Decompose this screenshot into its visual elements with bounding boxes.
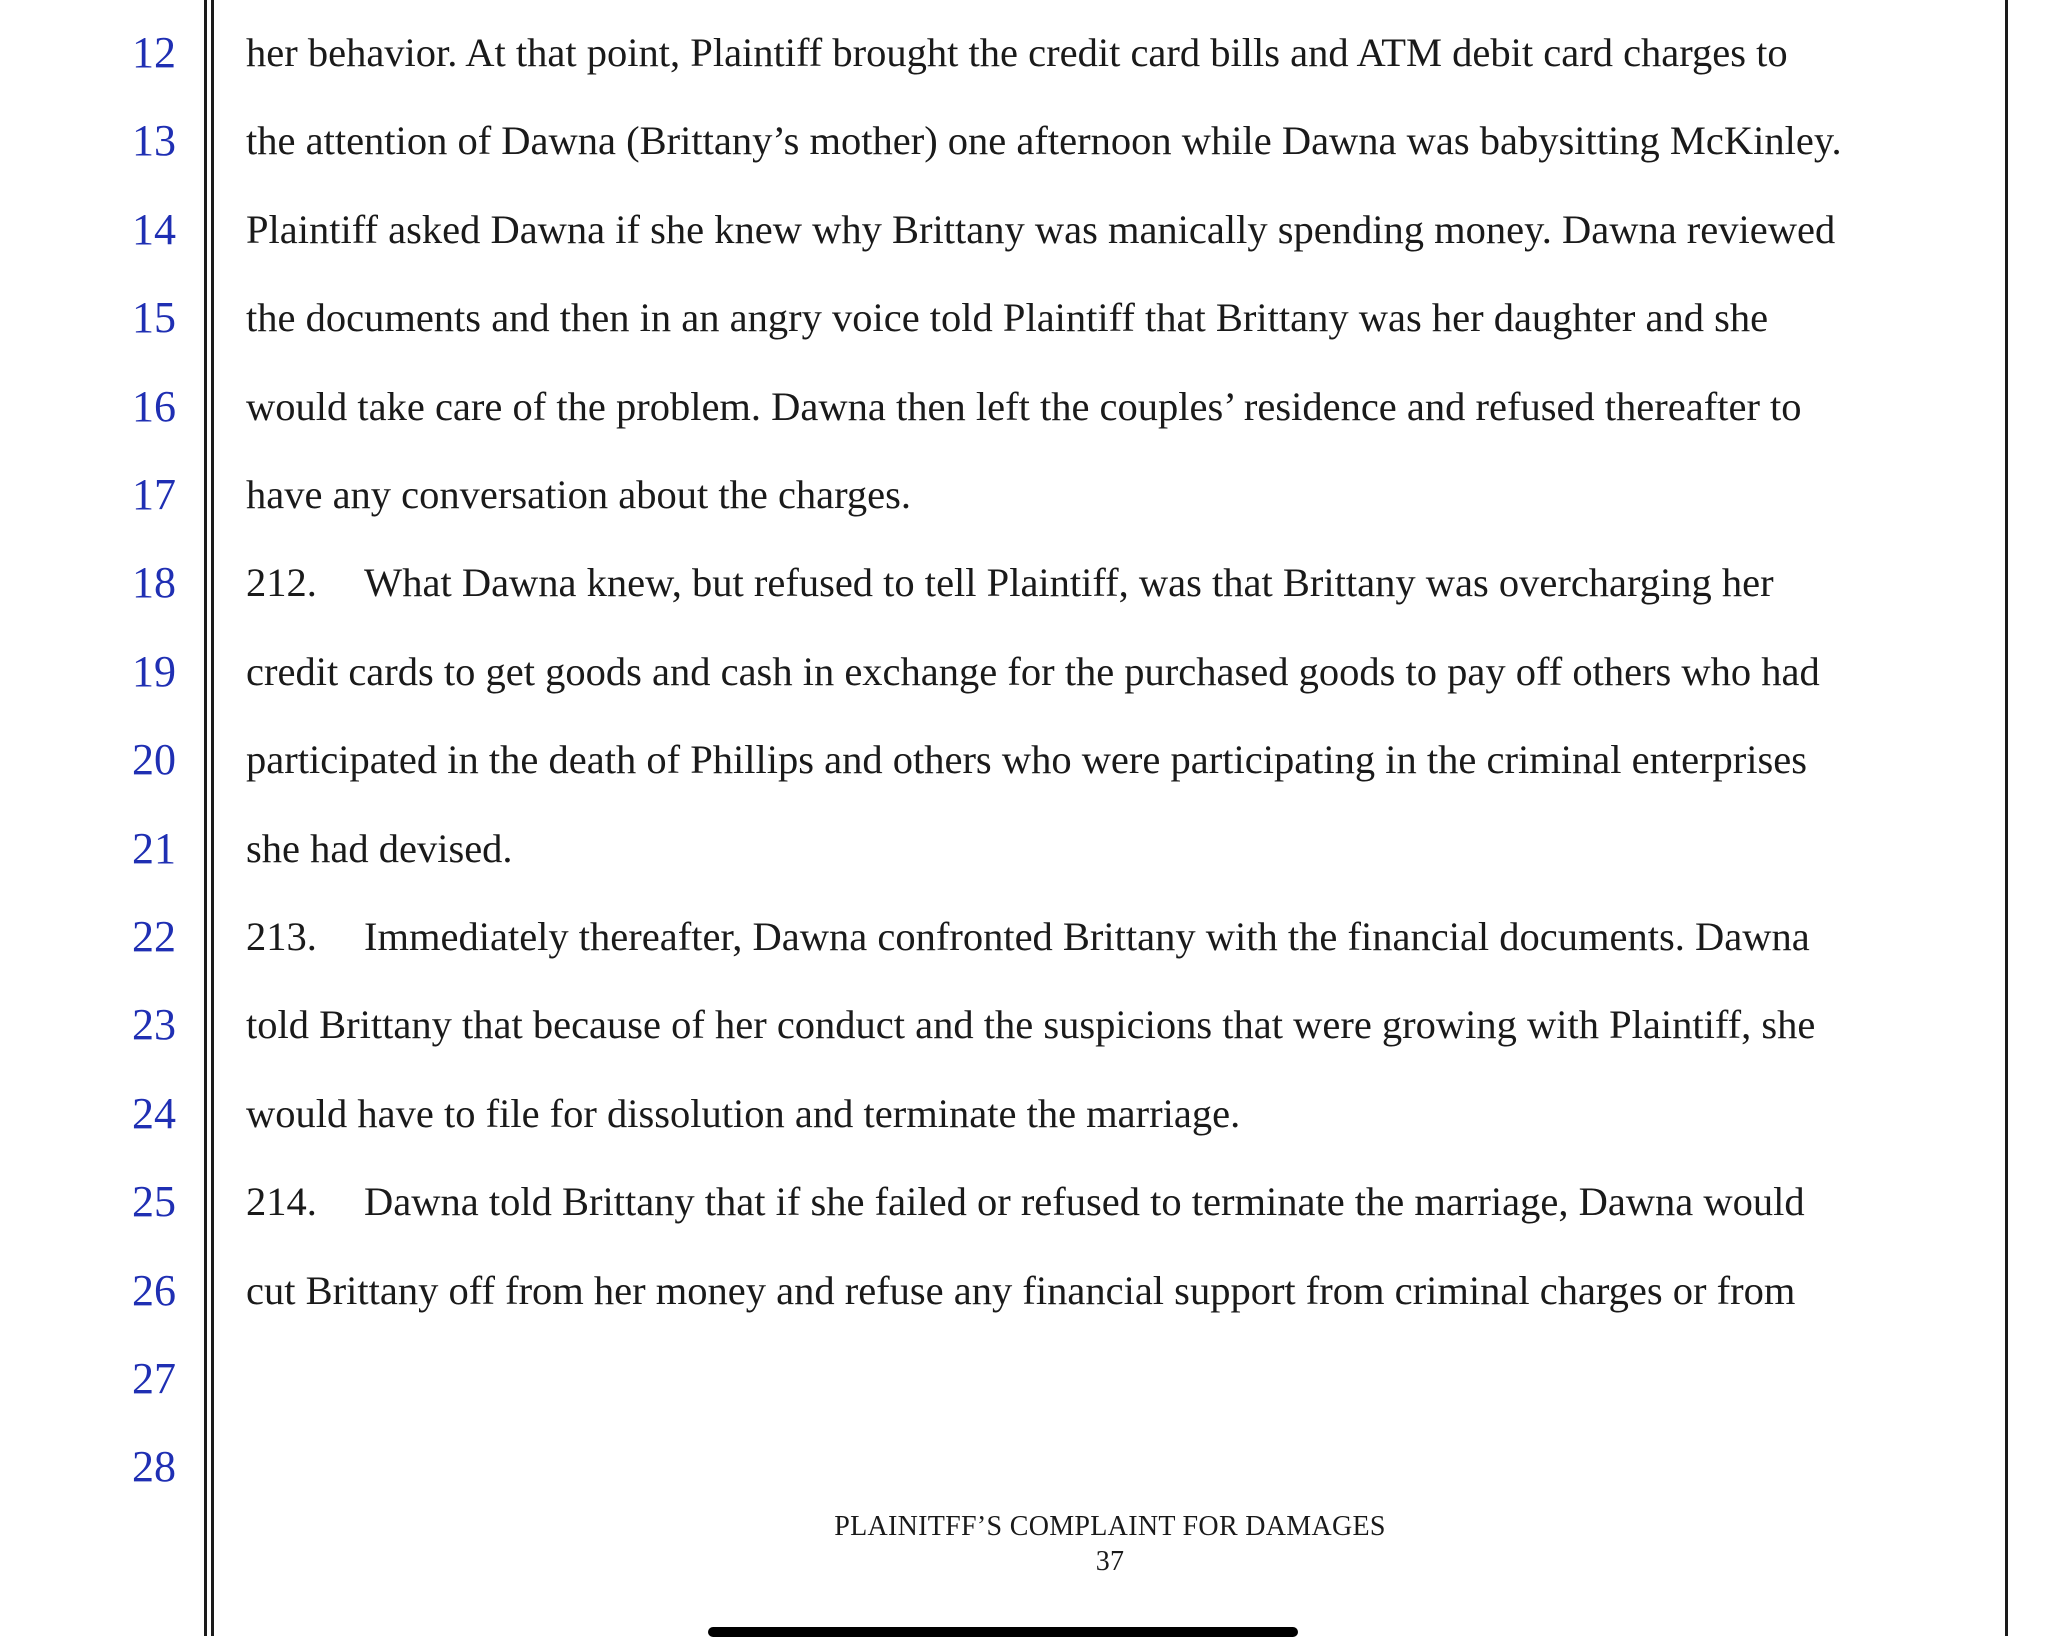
line-text: the documents and then in an angry voice told Plaintiff that Brittany was her daughter and she — [246, 295, 1769, 341]
line-number: 16 — [132, 381, 176, 431]
text-line — [246, 295, 1991, 341]
line-number: 12 — [132, 28, 176, 77]
paragraph-number: 214. — [246, 1179, 317, 1225]
line-number: 18 — [132, 558, 176, 608]
line-text: Plaintiff asked Dawna if she knew why Brittany was manically spending money. Dawna reviewed — [246, 206, 1836, 252]
line-number: 26 — [132, 1265, 176, 1315]
text-line — [246, 472, 1991, 517]
line-text: cut Brittany off from her money and refuse any financial support from criminal charges or from — [246, 1267, 1796, 1313]
line-number: 21 — [132, 823, 176, 873]
page-number: 37 — [1095, 1546, 1125, 1577]
line-number: 15 — [132, 293, 176, 343]
line-text: the attention of Dawna (Brittany’s mother) one afternoon while Dawna was babysitting McKinley. — [246, 118, 1842, 164]
line-text: Immediately thereafter, Dawna confronted Brittany with the financial documents. Dawna — [364, 914, 1810, 959]
text-line — [246, 1002, 1991, 1048]
line-number: 14 — [132, 204, 176, 254]
line-text: would take care of the problem. Dawna then left the couples’ residence and refused thereafter to — [246, 383, 1802, 429]
line-text: What Dawna knew, but refused to tell Plaintiff, was that Brittany was overcharging her — [364, 560, 1774, 606]
text-line — [246, 383, 1991, 429]
text-line — [246, 118, 1991, 164]
text-line — [246, 737, 1991, 783]
line-text: her behavior. At that point, Plaintiff brought the credit card bills and ATM debit card charges to — [246, 30, 1788, 75]
line-text: would have to file for dissolution and terminate the marriage. — [246, 1090, 1241, 1136]
line-number: 19 — [132, 646, 176, 696]
text-line — [246, 206, 1991, 252]
line-number: 22 — [132, 912, 176, 961]
line-number: 17 — [132, 470, 176, 519]
text-line — [246, 1267, 1991, 1313]
text-line — [246, 30, 1991, 75]
text-line — [246, 648, 1991, 694]
text-line — [246, 560, 1991, 606]
text-line — [246, 1179, 1991, 1225]
text-line — [246, 825, 1991, 871]
line-text: credit cards to get goods and cash in exchange for the purchased goods to pay off others who had — [246, 648, 1820, 694]
line-text: told Brittany that because of her conduct and the suspicions that were growing with Plaintiff, she — [246, 1002, 1816, 1048]
line-number: 28 — [132, 1442, 176, 1492]
line-text: she had devised. — [246, 825, 513, 871]
paragraph-number: 213. — [246, 914, 317, 959]
line-number: 24 — [132, 1088, 176, 1138]
footer-title: PLAINITFF’S COMPLAINT FOR DAMAGES — [834, 1511, 1386, 1542]
text-line — [246, 1090, 1991, 1136]
line-text: have any conversation about the charges. — [246, 472, 912, 517]
line-number: 27 — [132, 1354, 176, 1403]
line-number: 25 — [132, 1177, 176, 1227]
line-number: 13 — [132, 116, 176, 166]
text-line — [246, 914, 1991, 959]
line-number: 20 — [132, 735, 176, 785]
line-text: Dawna told Brittany that if she failed or refused to terminate the marriage, Dawna would — [364, 1179, 1805, 1225]
paragraph-number: 212. — [246, 560, 317, 606]
line-text: participated in the death of Phillips and others who were participating in the criminal enterprises — [246, 737, 1808, 783]
line-number: 23 — [132, 1000, 176, 1050]
